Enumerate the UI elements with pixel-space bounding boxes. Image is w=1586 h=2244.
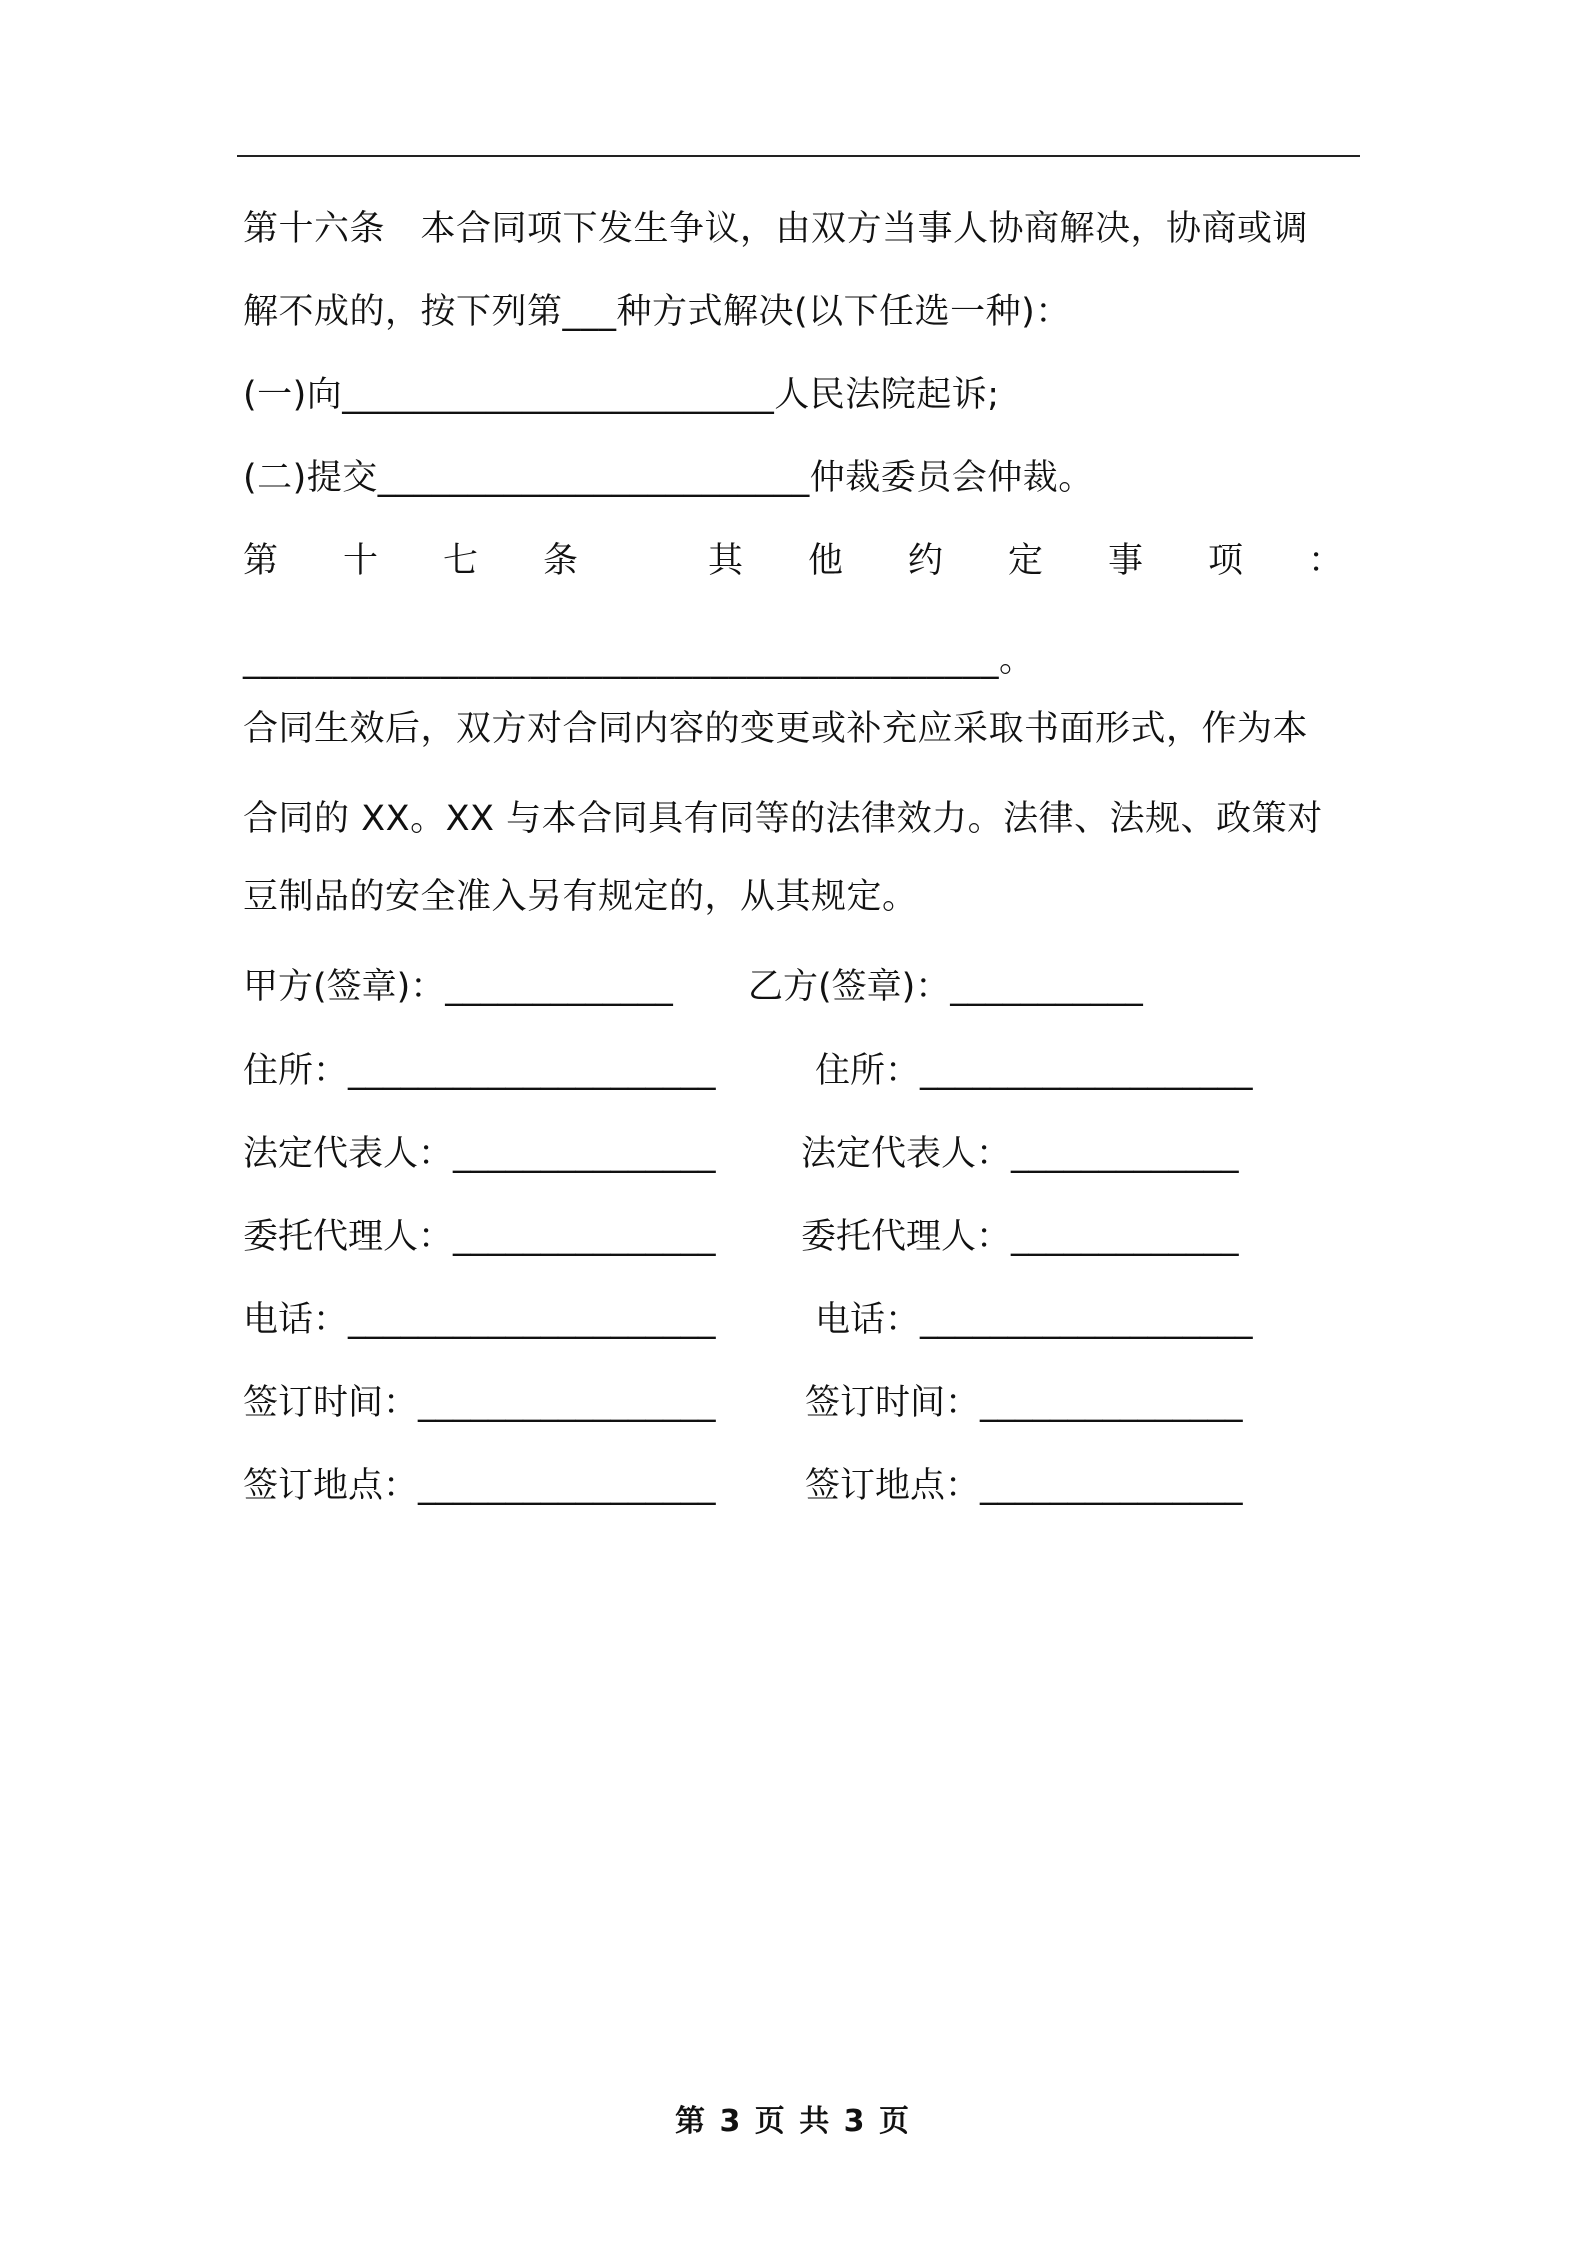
address-b: 住所：___________________ [815, 1051, 1253, 1091]
article16-option1: (一)向________________________人民法院起诉; [243, 375, 1000, 415]
phone-b: 电话：___________________ [815, 1300, 1253, 1340]
article17-char: 定 [1007, 541, 1043, 581]
article17-char: 其 [707, 541, 743, 581]
article17-heading [243, 539, 1343, 583]
article17-blank-line: __________________________________________。 [243, 640, 1035, 680]
article17-char: 七 [443, 541, 479, 581]
sign-time-b: 签订时间：_______________ [805, 1383, 1243, 1423]
agent-b: 委托代理人：_____________ [801, 1217, 1239, 1257]
article17-char: 第 [243, 541, 279, 581]
article17-char: 十 [343, 541, 379, 581]
header-rule [237, 155, 1360, 157]
address-a: 住所：_____________________ [243, 1051, 716, 1091]
party-b-seal: 乙方(签章)：___________ [748, 967, 1143, 1007]
article16-line2: 解不成的，按下列第___种方式解决(以下任选一种)： [243, 292, 1071, 332]
page-number-footer: 第 3 页 共 3 页 [675, 2104, 911, 2139]
effect-clause-line3: 豆制品的安全准入另有规定的，从其规定。 [243, 877, 918, 917]
article17-char: 约 [907, 541, 943, 581]
article17-char: 事 [1107, 541, 1143, 581]
legal-rep-a: 法定代表人：_______________ [243, 1134, 716, 1174]
agent-a: 委托代理人：_______________ [243, 1217, 716, 1257]
legal-rep-b: 法定代表人：_____________ [801, 1134, 1239, 1174]
sign-time-a: 签订时间：_________________ [243, 1383, 716, 1423]
effect-clause-line1: 合同生效后，双方对合同内容的变更或补充应采取书面形式，作为本 [243, 709, 1309, 749]
article17-char: 他 [807, 541, 843, 581]
party-a-seal: 甲方(签章)：_____________ [243, 967, 673, 1007]
article17-char: 条 [543, 541, 579, 581]
article16-option2: (二)提交________________________仲裁委员会仲裁。 [243, 458, 1094, 498]
effect-clause-line2: 合同的 XX。XX 与本合同具有同等的法律效力。法律、法规、政策对 [243, 799, 1323, 839]
sign-place-b: 签订地点：_______________ [805, 1466, 1243, 1506]
article16-line1: 第十六条 本合同项下发生争议，由双方当事人协商解决，协商或调 [243, 209, 1309, 249]
phone-a: 电话：_____________________ [243, 1300, 716, 1340]
article17-char: 项 [1207, 541, 1243, 581]
sign-place-a: 签订地点：_________________ [243, 1466, 716, 1506]
article17-char: ： [1307, 541, 1343, 581]
